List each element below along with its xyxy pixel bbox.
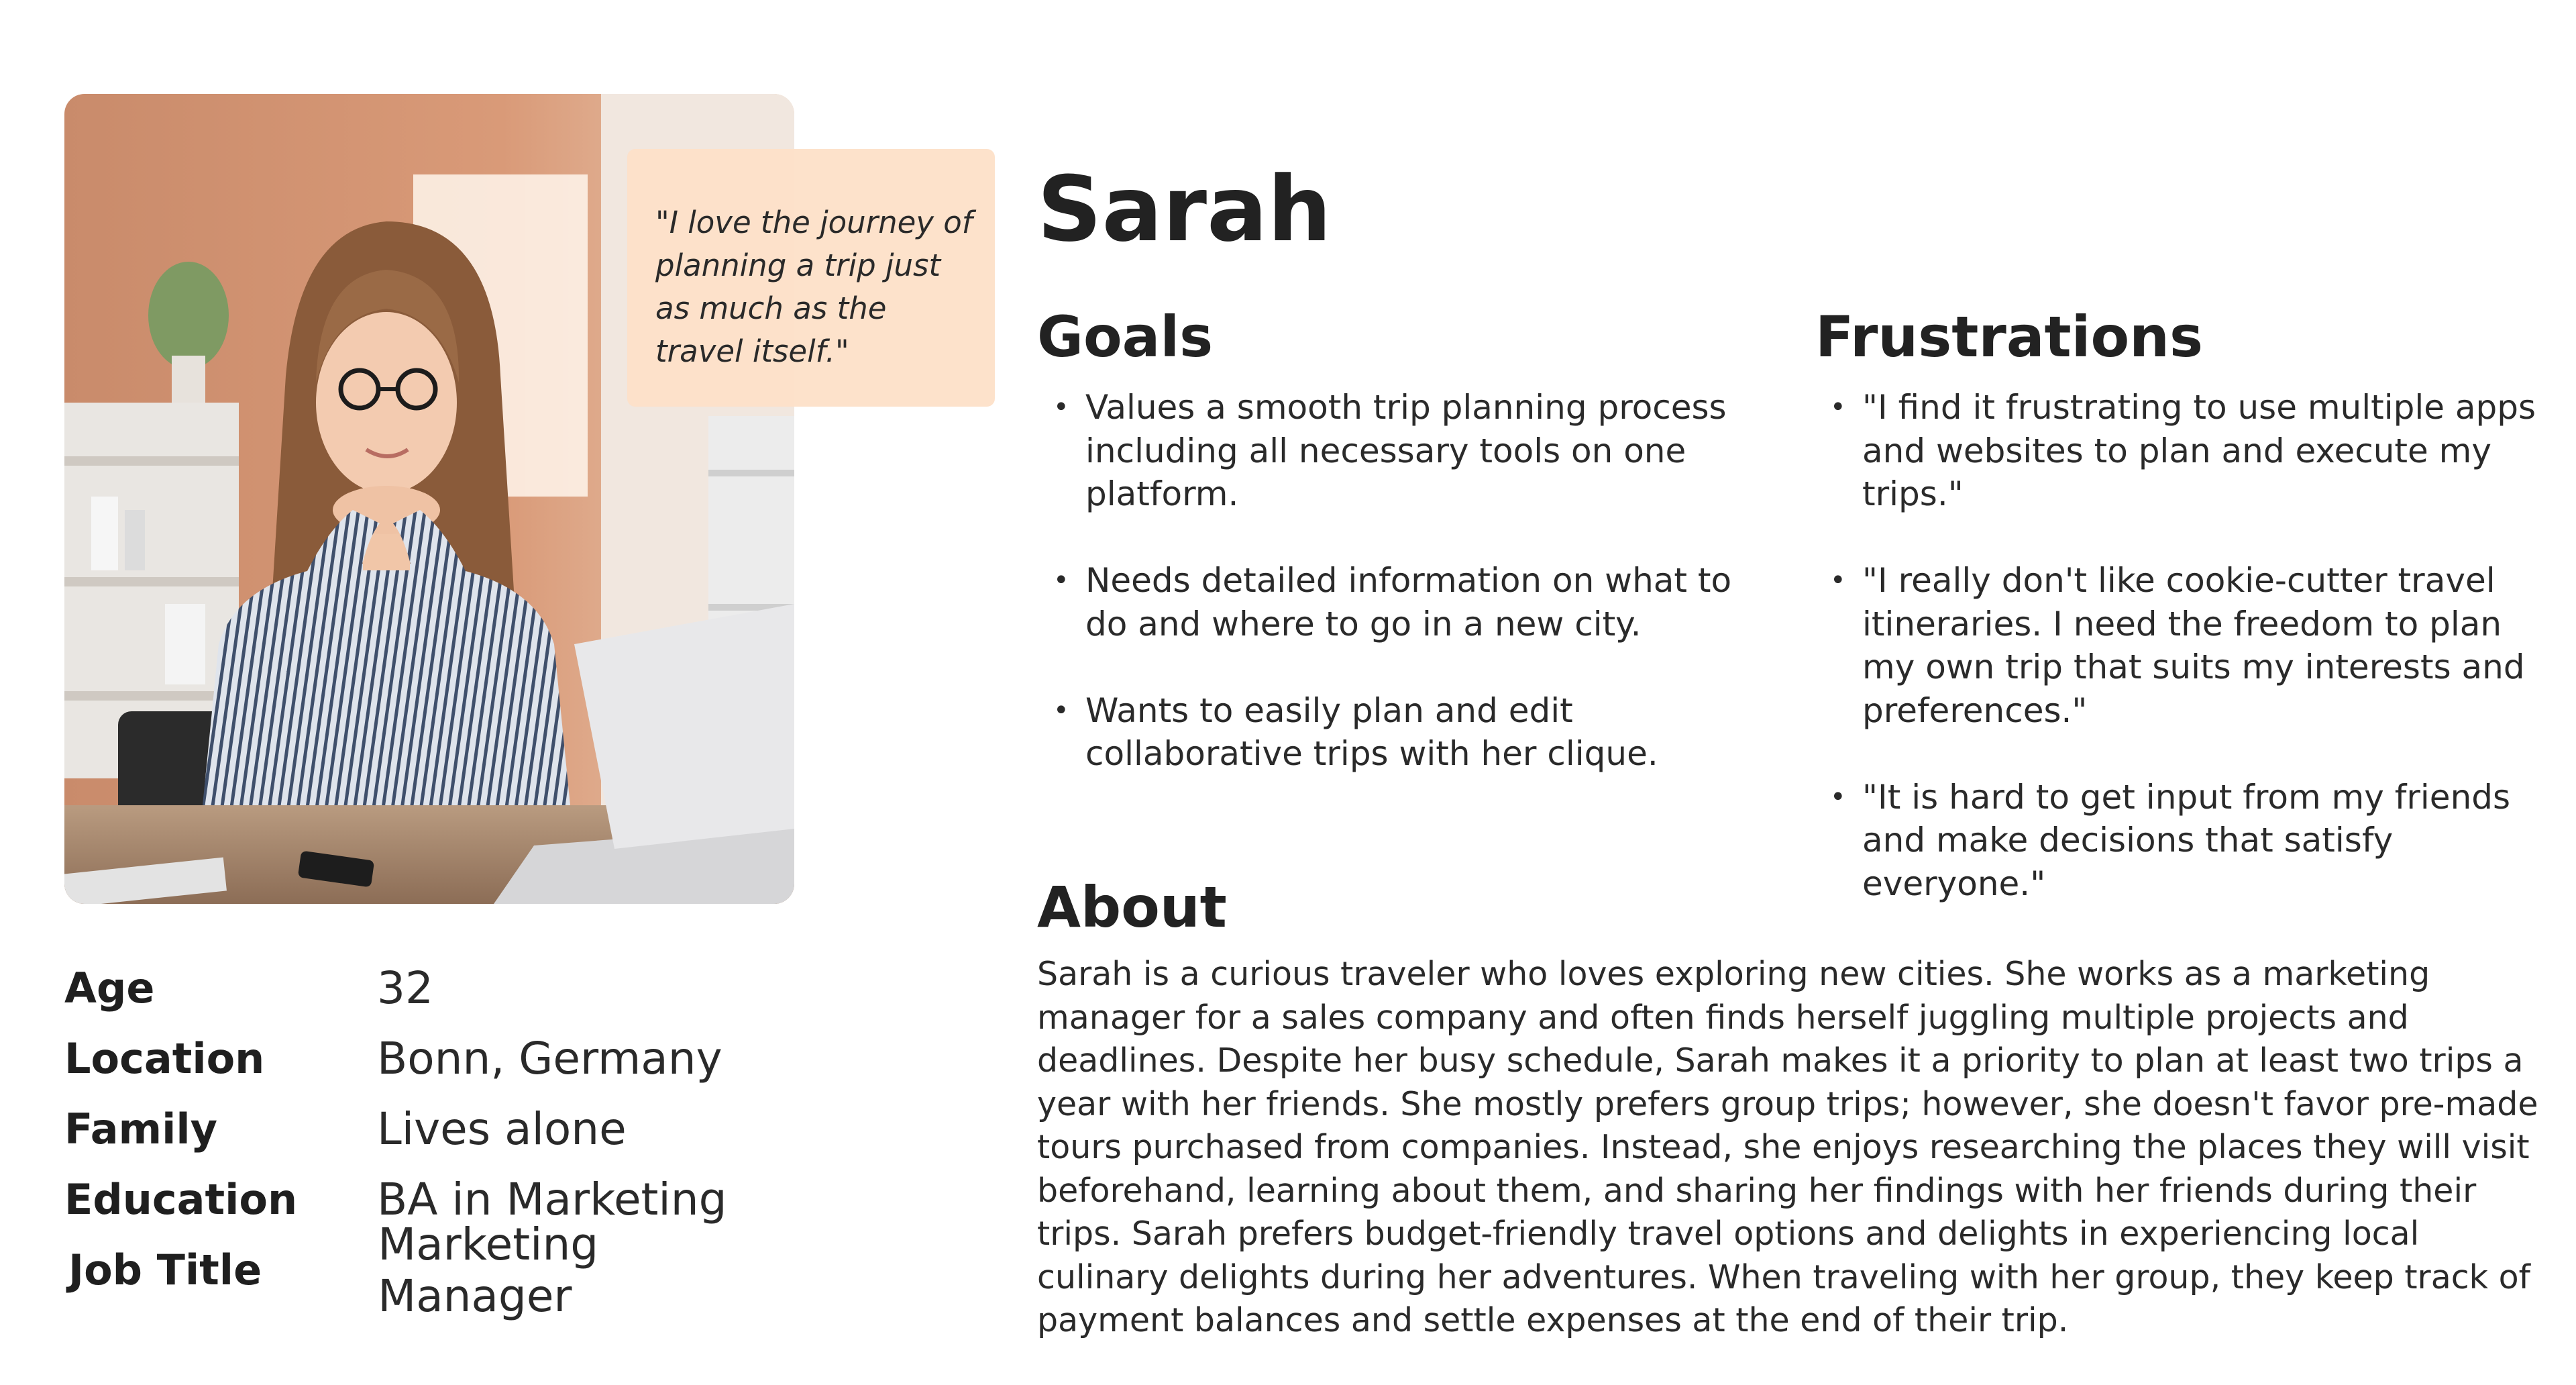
info-value: Bonn, Germany — [377, 1033, 722, 1084]
info-row-family — [64, 1094, 802, 1164]
about-text: Sarah is a curious traveler who loves exploring new cities. She works as a marketing manager for a sales company and often finds herself juggling multiple projects and deadlines. Despite her busy schedule, Sarah makes it a priority to plan at least two trips a year with her friends. She mostly prefers group trips; however, she doesn't favor pre-made tours purchased from companies. Instead, she enjoys researching the places they will visit beforehand, learning about them, and sharing her findings with her friends during their trips. Sarah prefers budget-friendly travel options and delights in experiencing local culinary delights during her adventures. When traveling with her group, they keep track of payment balances and settle expenses at the end of their trip. — [1037, 955, 2538, 1339]
info-label: Education — [64, 1175, 298, 1224]
info-label: Family — [64, 1105, 218, 1153]
goals-heading: Goals — [1037, 304, 1214, 370]
info-value: 32 — [377, 962, 433, 1014]
list-item: • Wants to easily plan and edit collaborative trips with her clique. — [1053, 689, 1751, 776]
info-label: Age — [64, 964, 155, 1013]
list-item: • Values a smooth trip planning process including all necessary tools on one platform. — [1053, 386, 1751, 516]
info-label: Location — [64, 1034, 265, 1083]
list-item: • "It is hard to get input from my friends and make decisions that satisfy everyone." — [1830, 776, 2561, 906]
info-label: Job Title — [68, 1245, 262, 1294]
list-item: • "I really don't like cookie-cutter travel itineraries. I need the freedom to plan my own trip that suits my interests and preferences." — [1830, 559, 2561, 732]
frustrations-list — [1830, 386, 2561, 949]
frustrations-heading: Frustrations — [1815, 304, 2203, 370]
info-row-job-title — [64, 1218, 802, 1322]
quote-box — [627, 149, 995, 407]
persona-quote: "I love the journey of planning a trip just as much as the travel itself." — [655, 205, 973, 369]
demographics-table — [64, 953, 802, 1322]
info-value: BA in Marketing — [377, 1174, 727, 1225]
goals-list — [1053, 386, 1751, 819]
info-value: Marketing Manager — [378, 1218, 599, 1322]
info-row-location — [64, 1023, 802, 1094]
persona-name: Sarah — [1037, 157, 1332, 262]
about-heading: About — [1037, 874, 1227, 940]
info-value: Lives alone — [377, 1103, 627, 1155]
list-item: • Needs detailed information on what to do and where to go in a new city. — [1053, 559, 1751, 646]
info-row-age — [64, 953, 802, 1023]
list-item: • "I find it frustrating to use multiple apps and websites to plan and execute my trips." — [1830, 386, 2561, 516]
